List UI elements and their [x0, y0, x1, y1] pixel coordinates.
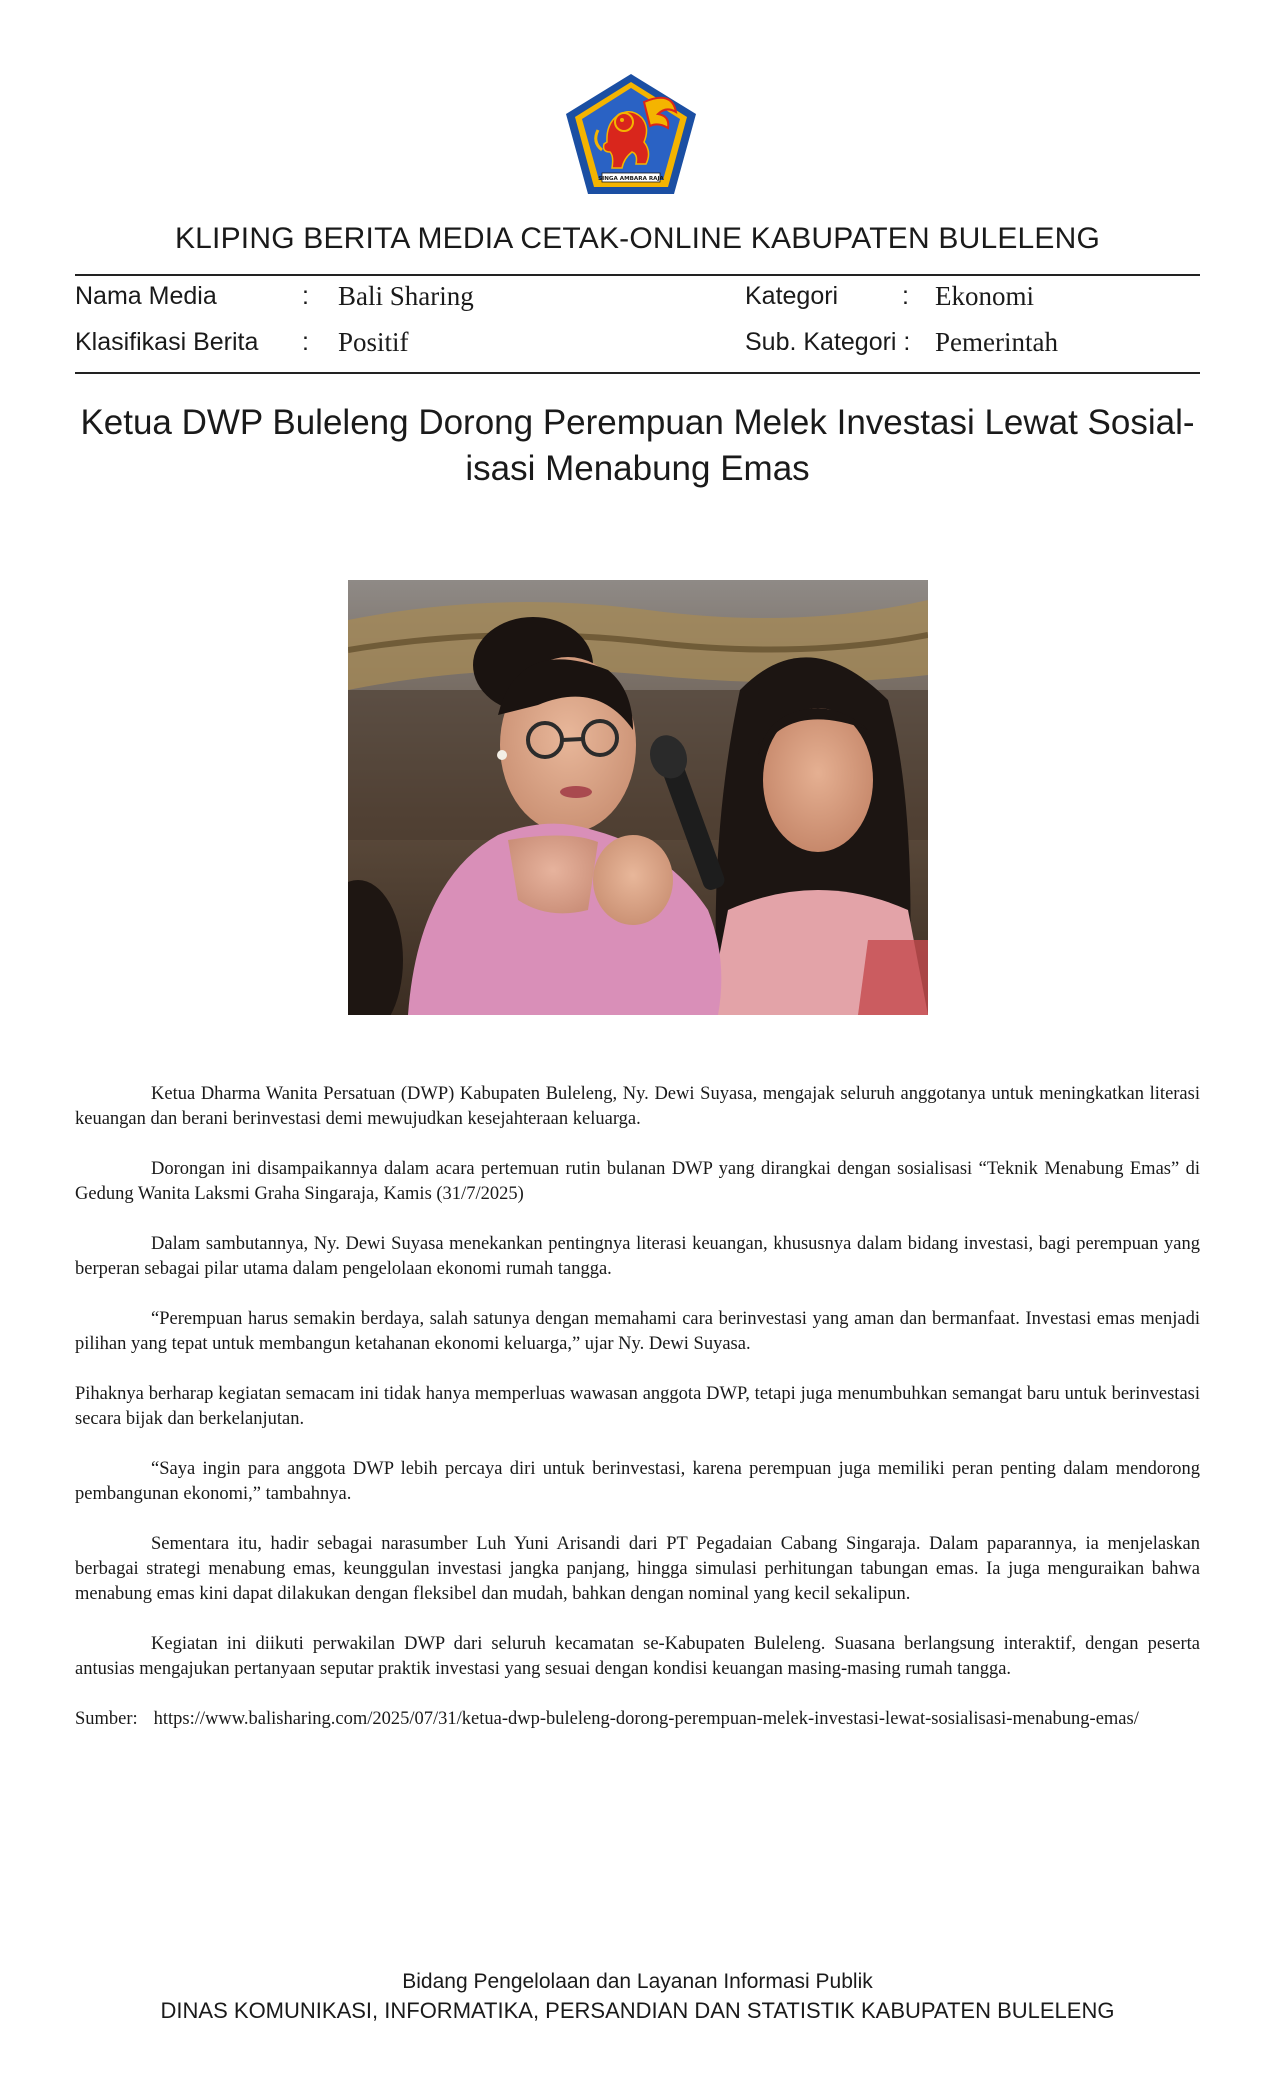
article-paragraph: Sementara itu, hadir sebagai narasumber Luh Yuni Arisandi dari PT Pegadaian Cabang Singaraja. Dalam paparannya, ia menjelaskan berbagai strategi menabung emas, keunggulan investasi jangka panjang, hingga simulasi perhitungan tabungan emas. Ia juga menguraikan bahwa menabung emas kini dapat dilakukan dengan fleksibel dan mudah, bahkan dengan nominal yang kecil sekalipun.: [75, 1534, 1200, 1604]
article-paragraph: Pihaknya berharap kegiatan semacam ini tidak hanya memperluas wawasan anggota DWP, tetapi juga menumbuhkan semangat baru untuk berinvestasi secara bijak dan berkelanjutan.: [75, 1384, 1200, 1429]
klasifikasi-label: Klasifikasi Berita: [75, 328, 259, 356]
meta-separator: :: [302, 282, 309, 310]
article-photo: [348, 580, 928, 1015]
header-top-rule: [75, 274, 1200, 276]
sub-kategori-value: Pemerintah: [935, 327, 1058, 357]
article-body: [75, 1082, 1200, 1757]
source-url-link[interactable]: https://www.balisharing.com/2025/07/31/ketua-dwp-buleleng-dorong-perempuan-melek-investasi-lewat-sosialisasi-menabung-emas/: [153, 1709, 1139, 1729]
footer-department: Bidang Pengelolaan dan Layanan Informasi Publik: [402, 1970, 873, 1993]
article-paragraph: Dalam sambutannya, Ny. Dewi Suyasa menekankan pentingnya literasi keuangan, khususnya dalam bidang investasi, bagi perempuan yang berperan sebagai pilar utama dalam pengelolaan ekonomi rumah tangga.: [75, 1234, 1200, 1279]
header-bottom-rule: [75, 372, 1200, 374]
nama-media-label: Nama Media: [75, 282, 217, 310]
footer-agency: DINAS KOMUNIKASI, INFORMATIKA, PERSANDIAN DAN STATISTIK KABUPATEN BULELENG: [160, 1998, 1115, 2023]
logo-motto-text: SINGA AMBARA RAJA: [598, 176, 664, 182]
headline-line-2: isasi Menabung Emas: [465, 449, 810, 488]
headline-line-1: Ketua DWP Buleleng Dorong Perempuan Melek Investasi Lewat Sosial-: [80, 403, 1195, 442]
article-headline: [75, 400, 1200, 492]
kategori-label: Kategori: [745, 282, 839, 310]
kabupaten-buleleng-logo: [562, 72, 700, 198]
article-paragraph: “Perempuan harus semakin berdaya, salah satunya dengan memahami cara berinvestasi yang aman dan bermanfaat. Investasi emas menjadi pilihan yang tepat untuk membangun ketahanan ekonomi keluarga,” ujar Ny. Dewi Suyasa.: [75, 1309, 1200, 1354]
article-paragraph: Ketua Dharma Wanita Persatuan (DWP) Kabupaten Buleleng, Ny. Dewi Suyasa, mengajak seluruh anggotanya untuk meningkatkan literasi keuangan dan berani berinvestasi demi mewujudkan kesejahteraan keluarga.: [75, 1084, 1200, 1129]
meta-separator: :: [302, 328, 309, 356]
nama-media-value: Bali Sharing: [338, 281, 474, 311]
klasifikasi-value: Positif: [338, 327, 409, 357]
source-line: [75, 1707, 1200, 1732]
source-label: Sumber:: [75, 1709, 138, 1729]
lion-emblem-icon: [562, 72, 700, 198]
article-paragraph: Kegiatan ini diikuti perwakilan DWP dari seluruh kecamatan se-Kabupaten Buleleng. Suasana berlangsung interaktif, dengan peserta antusias mengajukan pertanyaan seputar praktik investasi yang sesuai dengan kondisi keuangan masing-masing rumah tangga.: [75, 1634, 1200, 1679]
kategori-value: Ekonomi: [935, 281, 1034, 311]
article-paragraph: Dorongan ini disampaikannya dalam acara pertemuan rutin bulanan DWP yang dirangkai dengan sosialisasi “Teknik Menabung Emas” di Gedung Wanita Laksmi Graha Singaraja, Kamis (31/7/2025): [75, 1159, 1200, 1204]
kliping-title: KLIPING BERITA MEDIA CETAK-ONLINE KABUPATEN BULELENG: [174, 222, 1101, 255]
meta-separator: :: [902, 282, 909, 310]
sub-kategori-label: Sub. Kategori :: [745, 328, 911, 356]
article-paragraph: “Saya ingin para anggota DWP lebih percaya diri untuk berinvestasi, karena perempuan juga memiliki peran penting dalam mendorong pembangunan ekonomi,” tambahnya.: [75, 1459, 1200, 1504]
